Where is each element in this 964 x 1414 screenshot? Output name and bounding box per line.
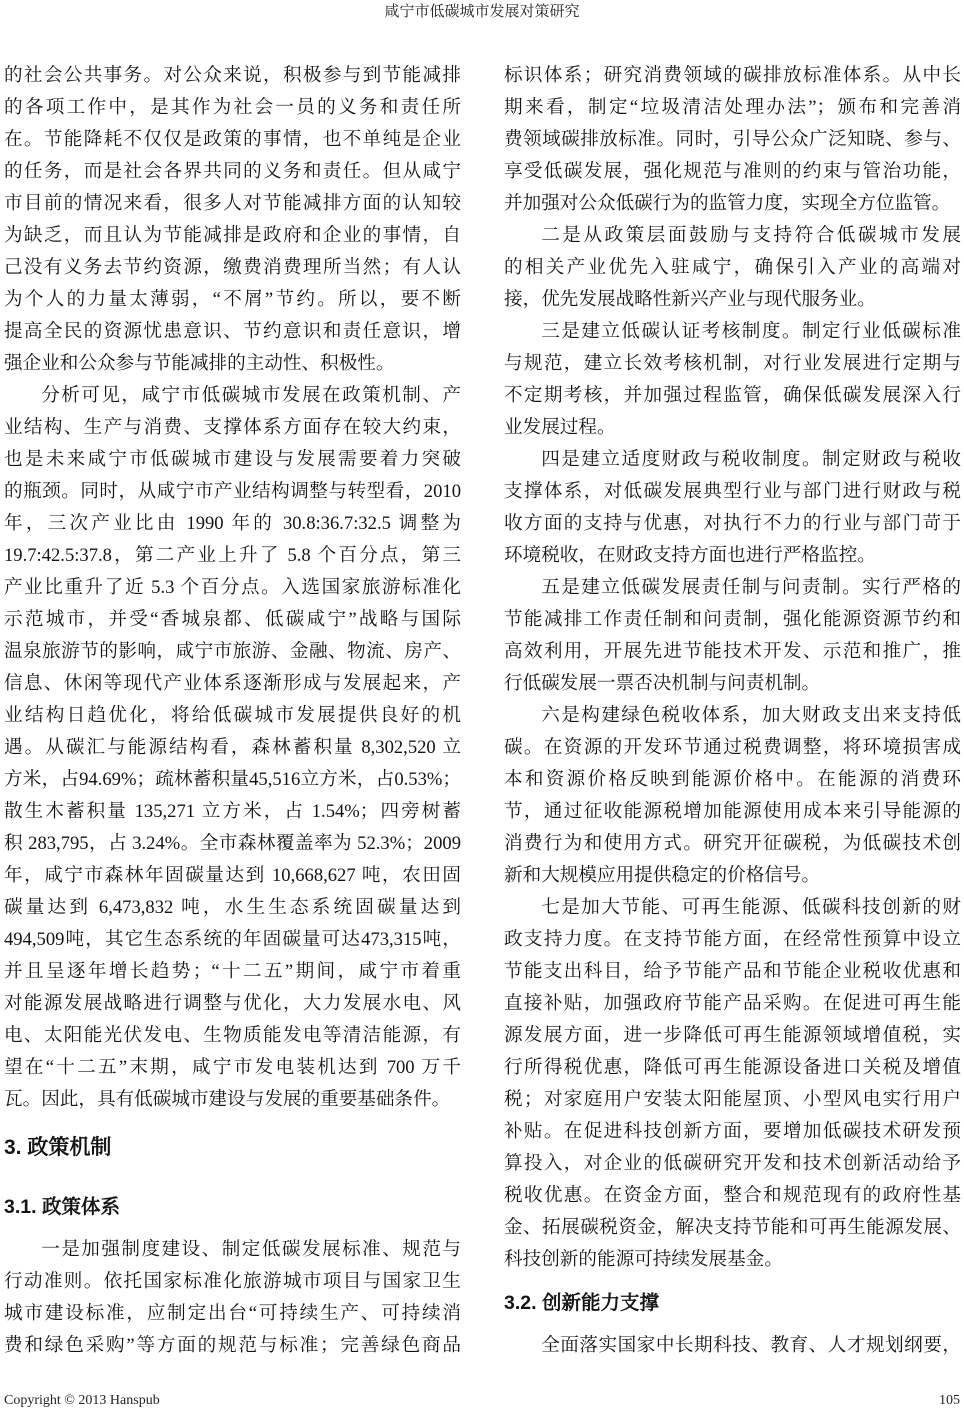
text-line: 本和资源价格反映到能源价格中。在能源的消费环 — [504, 769, 961, 790]
paragraph-4 — [504, 60, 961, 220]
text-line: 源发展方面，进一步降低可再生能源领域增值税，实 — [504, 1025, 961, 1046]
paragraph-8 — [504, 572, 961, 700]
text-line: 也是未来咸宁市低碳城市建设与发展需要着力突破 — [4, 449, 461, 470]
text-line: 补贴。在促进科技创新方面，要增加低碳技术研发预 — [504, 1121, 961, 1142]
text-line: 年，咸宁市森林年固碳量达到 10,668,627 吨，农田固 — [4, 865, 461, 886]
text-line: 城市建设标准，应制定出台“可持续生产、可持续消 — [4, 1303, 461, 1324]
text-line: 分析可见，咸宁市低碳城市发展在政策机制、产 — [41, 385, 461, 406]
text-line: 碳。在资源的开发环节通过税费调整，将环境损害成 — [504, 737, 961, 758]
text-line: 消费行为和使用方式。研究开征碳税，为低碳技术创 — [504, 833, 961, 854]
text-line: 强企业和公众参与节能减排的主动性、积极性。 — [4, 353, 395, 374]
text-line: 瓦。因此，具有低碳城市建设与发展的重要基础条件。 — [4, 1089, 451, 1110]
text-line: 四是建立适度财政与税收制度。制定财政与税收 — [541, 449, 961, 470]
text-line: 示范城市，并受“香城泉都、低碳咸宁”战略与国际 — [4, 609, 461, 630]
text-line: 为个人的力量太薄弱，“不屑”节约。所以，要不断 — [4, 289, 461, 310]
text-line: 五是建立低碳发展责任制与问责制。实行严格的 — [541, 577, 961, 598]
text-line: 七是加大节能、可再生能源、低碳科技创新的财 — [541, 897, 961, 918]
text-line: 费和绿色采购”等方面的规范与标准；完善绿色商品 — [4, 1335, 461, 1356]
text-line: 环境税收，在财政支持方面也进行严格监控。 — [504, 545, 876, 566]
text-line: 遇。从碳汇与能源结构看，森林蓄积量 8,302,520 立 — [4, 737, 461, 758]
section-heading: 3. 政策机制 — [4, 1136, 112, 1159]
paragraph-9 — [504, 700, 961, 892]
text-line: 六是构建绿色税收体系，加大财政支出来支持低 — [541, 705, 961, 726]
text-line: 享受低碳发展，强化规范与准则的约束与管治功能， — [504, 161, 961, 182]
text-line: 业结构日趋优化，将给低碳城市发展提供良好的机 — [4, 705, 461, 726]
text-line: 的任务，而是社会各界共同的义务和责任。但从咸宁 — [4, 161, 461, 182]
text-line: 的各项工作中，是其作为社会一员的义务和责任所 — [4, 97, 461, 118]
text-line: 直接补贴，加强政府节能产品采购。在促进可再生能 — [504, 993, 961, 1014]
text-line: 一是加强制度建设、制定低碳发展标准、规范与 — [41, 1239, 461, 1260]
text-line: 对能源发展战略进行调整与优化，大力发展水电、风 — [4, 993, 461, 1014]
text-line: 提高全民的资源忧患意识、节约意识和责任意识，增 — [4, 321, 461, 342]
text-line: 的瓶颈。同时，从咸宁市产业结构调整与转型看，2010 — [4, 481, 461, 502]
left-column — [4, 60, 461, 1362]
text-line: 己没有义务去节约资源，缴费消费理所当然；有人认 — [4, 257, 461, 278]
running-header: 咸宁市低碳城市发展对策研究 — [384, 4, 580, 20]
paragraph-7 — [504, 444, 961, 572]
text-line: 科技创新的能源可持续发展基金。 — [504, 1249, 783, 1270]
text-line: 19.7:42.5:37.8，第二产业上升了 5.8 个百分点，第三 — [4, 545, 461, 566]
text-line: 节，通过征收能源税增加能源使用成本来引导能源的 — [504, 801, 961, 822]
text-line: 二是从政策层面鼓励与支持符合低碳城市发展 — [541, 225, 961, 246]
paragraph-11 — [504, 1330, 961, 1362]
subsection-heading: 3.2. 创新能力支撑 — [504, 1292, 659, 1314]
text-line: 产业比重升了近 5.3 个百分点。入选国家旅游标准化 — [4, 577, 461, 598]
right-column — [504, 60, 961, 1362]
text-line: 积 283,795，占 3.24%。全市森林覆盖率为 52.3%；2009 — [4, 833, 461, 854]
text-line: 市目前的情况来看，很多人对节能减排方面的认知较 — [4, 193, 461, 214]
text-line: 与规范，建立长效考核机制，对行业发展进行定期与 — [504, 353, 961, 374]
text-line: 高效利用，开展先进节能技术开发、示范和推广，推 — [504, 641, 961, 662]
paragraph-6 — [504, 316, 961, 444]
text-line: 方米，占94.69%；疏林蓄积量45,516立方米，占0.53%； — [4, 769, 461, 790]
text-line: 全面落实国家中长期科技、教育、人才规划纲要， — [541, 1335, 961, 1356]
text-line: 行低碳发展一票否决机制与问责机制。 — [504, 673, 821, 694]
text-line: 的相关产业优先入驻咸宁，确保引入产业的高端对 — [504, 257, 961, 278]
text-line: 新和大规模应用提供稳定的价格信号。 — [504, 865, 821, 886]
text-line: 年，三次产业比由 1990 年的 30.8:36.7:32.5 调整为 — [4, 513, 461, 534]
text-line: 并加强对公众低碳行为的监管力度，实现全方位监管。 — [504, 193, 951, 214]
paragraph-10 — [504, 892, 961, 1276]
text-line: 在。节能降耗不仅仅是政策的事情，也不单纯是企业 — [4, 129, 461, 150]
text-line: 行动准则。依托国家标准化旅游城市项目与国家卫生 — [4, 1271, 461, 1292]
copyright-notice: Copyright © 2013 Hanspub — [4, 1393, 160, 1408]
text-line: 算投入，对企业的低碳研究开发和技术创新活动给予 — [504, 1153, 961, 1174]
text-line: 行所得税优惠，降低可再生能源设备进口关税及增值 — [504, 1057, 961, 1078]
text-line: 三是建立低碳认证考核制度。制定行业低碳标准 — [541, 321, 961, 342]
text-line: 费领域碳排放标准。同时，引导公众广泛知晓、参与、 — [504, 129, 961, 150]
text-line: 政支持力度。在支持节能方面，在经常性预算中设立 — [504, 929, 961, 950]
subsection-heading: 3.1. 政策体系 — [4, 1196, 120, 1218]
text-line: 税收优惠。在资金方面，整合和规范现有的政府性基 — [504, 1185, 961, 1206]
page-number: 105 — [939, 1393, 960, 1408]
text-line: 并且呈逐年增长趋势；“十二五”期间，咸宁市着重 — [4, 961, 461, 982]
paragraph-3 — [4, 1234, 461, 1362]
paragraph-5 — [504, 220, 961, 316]
text-line: 的社会公共事务。对公众来说，积极参与到节能减排 — [4, 65, 461, 86]
text-line: 节能减排工作责任制和问责制，强化能源资源节约和 — [504, 609, 961, 630]
paragraph-1 — [4, 60, 461, 380]
text-line: 税；对家庭用户安装太阳能屋顶、小型风电实行用户 — [504, 1089, 961, 1110]
text-line: 收方面的支持与优惠，对执行不力的行业与部门苛于 — [504, 513, 961, 534]
text-line: 望在“十二五”末期，咸宁市发电装机达到 700 万千 — [4, 1057, 461, 1078]
text-line: 业结构、生产与消费、支撑体系方面存在较大约束， — [4, 417, 461, 438]
text-line: 接，优先发展战略性新兴产业与现代服务业。 — [504, 289, 876, 310]
page-footer — [4, 1392, 960, 1410]
text-line: 金、拓展碳税资金，解决支持节能和可再生能源发展、 — [504, 1217, 961, 1238]
text-line: 节能支出科目，给予节能产品和节能企业税收优惠和 — [504, 961, 961, 982]
text-line: 为缺乏，而且认为节能减排是政府和企业的事情，自 — [4, 225, 461, 246]
text-line: 信息、休闲等现代产业体系逐渐形成与发展起来，产 — [4, 673, 461, 694]
text-line: 标识体系；研究消费领域的碳排放标准体系。从中长 — [504, 65, 961, 86]
text-line: 期来看，制定“垃圾清洁处理办法”；颁布和完善消 — [504, 97, 961, 118]
text-line: 温泉旅游节的影响，咸宁市旅游、金融、物流、房产、 — [4, 641, 461, 662]
text-line: 散生木蓄积量 135,271 立方米，占 1.54%；四旁树蓄 — [4, 801, 461, 822]
paragraph-2 — [4, 380, 461, 1116]
text-line: 494,509吨，其它生态系统的年固碳量可达473,315吨， — [4, 929, 461, 950]
text-line: 业发展过程。 — [504, 417, 616, 438]
text-line: 不定期考核，并加强过程监管，确保低碳发展深入行 — [504, 385, 961, 406]
text-line: 电、太阳能光伏发电、生物质能发电等清洁能源，有 — [4, 1025, 461, 1046]
text-line: 支撑体系，对低碳发展典型行业与部门进行财政与税 — [504, 481, 961, 502]
text-line: 碳量达到 6,473,832 吨，水生生态系统固碳量达到 — [4, 897, 461, 918]
